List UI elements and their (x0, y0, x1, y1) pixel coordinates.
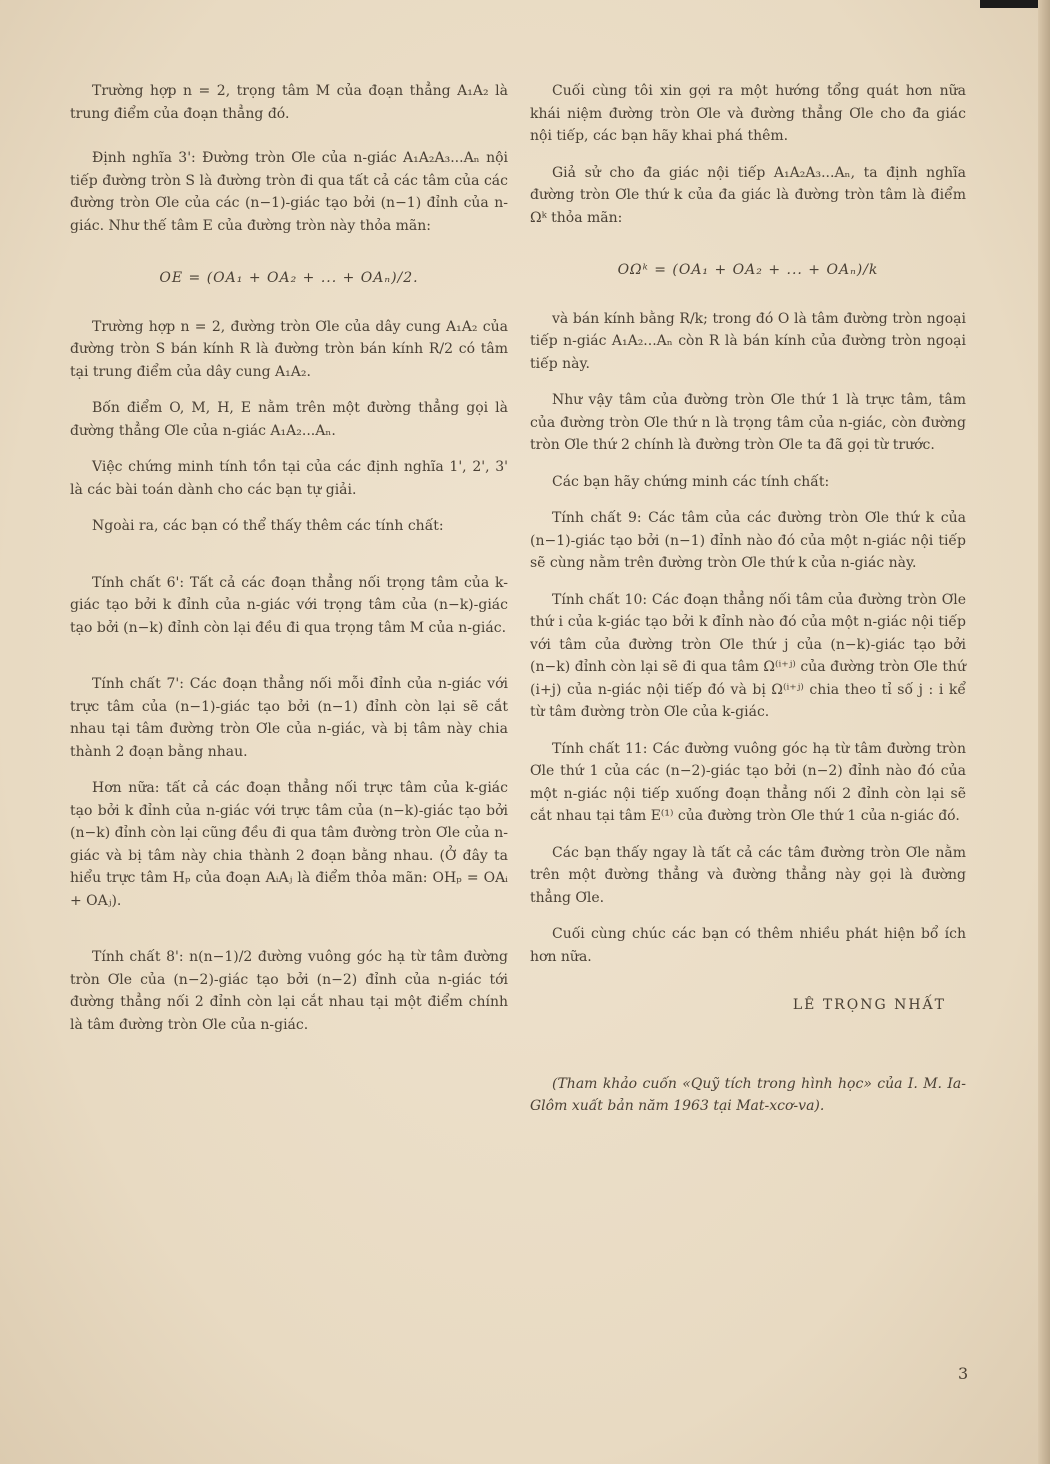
paragraph-case-n2-circle: Trường hợp n = 2, đường tròn Ơle của dây cung A₁A₂ của đường tròn S bán kính R là đường tròn bán kính R/2 có tâm tại trung điểm của dây cung A₁A₂. (70, 318, 508, 380)
paragraph-existence-exercise: Việc chứng minh tính tồn tại của các định nghĩa 1', 2', 3' là các bài toán dành cho các bạn tự giải. (70, 459, 508, 498)
reference-note: (Tham khảo cuốn «Quỹ tích trong hình học» của I. M. Ia-Glôm xuất bản năm 1963 tại Mat-xcơ-va). (530, 1075, 966, 1114)
property-11: Tính chất 11: Các đường vuông góc hạ từ tâm đường tròn Ơle thứ 1 của các (n−2)-giác tạo bởi (n−2) đỉnh nào đó của một n-giác nội tiếp xuống đoạn thẳng nối 2 đỉnh còn lại sẽ cắt nhau tại tâm E⁽¹⁾ của đường tròn Ơle thứ 1 của n-giác đó. (530, 740, 966, 824)
property-6: Tính chất 6': Tất cả các đoạn thẳng nối trọng tâm của k-giác tạo bởi k đỉnh của n-giác với trọng tâm của (n−k)-giác tạo bởi (n−k) đỉnh còn lại đều đi qua trọng tâm M của n-giác. (70, 574, 508, 636)
paragraph-special-cases: Như vậy tâm của đường tròn Ơle thứ 1 là trực tâm, tâm của đường tròn Ơle thứ n là trọng tâm của n-giác, còn đường tròn Ơle thứ 2 chính là đường tròn Ơle ta đã gọi từ trước. (530, 392, 966, 453)
paragraph-prove-properties: Các bạn hãy chứng minh các tính chất: (552, 473, 830, 490)
paragraph-closing-wish: Cuối cùng chúc các bạn có thêm nhiều phát hiện bổ ích hơn nữa. (530, 926, 966, 965)
paragraph-orthocenter-segments: Hơn nữa: tất cả các đoạn thẳng nối trực tâm của k-giác tạo bởi k đỉnh của n-giác với trực tâm của (n−k)-giác tạo bởi (n−k) đỉnh còn lại cũng đều đi qua tâm đường tròn Ơle của n-giác và bị tâm này chia thành 2 đoạn bằng nhau. (Ở đây ta hiểu trực tâm Hₚ của đoạn AᵢAⱼ là điểm thỏa mãn: OHₚ = OAᵢ + OAⱼ). (70, 780, 508, 909)
property-10: Tính chất 10: Các đoạn thẳng nối tâm của đường tròn Ơle thứ i của k-giác tạo bởi k đỉnh nào đó của một n-giác nội tiếp với tâm của đường tròn Ơle thứ j của (n−k)-giác tạo bởi (n−k) đỉnh còn lại sẽ đi qua tâm Ω⁽ⁱ⁺ʲ⁾ của đường tròn Ơle thứ (i+j) của n-giác nội tiếp đó và bị Ω⁽ⁱ⁺ʲ⁾ chia theo tỉ số j : i kể từ tâm đường tròn Ơle của k-giác. (530, 591, 966, 720)
paragraph-radius: và bán kính bằng R/k; trong đó O là tâm đường tròn ngoại tiếp n-giác A₁A₂...Aₙ còn R là bán kính của đường tròn ngoại tiếp này. (530, 310, 966, 372)
paragraph-euler-line-general: Các bạn thấy ngay là tất cả các tâm đường tròn Ơle nằm trên một đường thẳng và đường thẳng này gọi là đường thẳng Ơle. (530, 844, 966, 906)
page-edge-shadow (1038, 0, 1050, 1464)
paragraph-generalization: Cuối cùng tôi xin gợi ra một hướng tổng quát hơn nữa khái niệm đường tròn Ơle và đường thẳng Ơle cho đa giác nội tiếp, các bạn hãy khai phá thêm. (530, 83, 966, 144)
definition-3-euler-circle: Định nghĩa 3': Đường tròn Ơle của n-giác A₁A₂A₃...Aₙ nội tiếp đường tròn S là đường tròn đi qua tất cả các tâm của các đường tròn Ơle của các (n−1)-giác tạo bởi (n−1) đỉnh của n-giác. Như thế tâm E của đường tròn này thỏa mãn: (70, 150, 508, 234)
paragraph-more-properties: Ngoài ra, các bạn có thể thấy thêm các tính chất: (92, 518, 444, 534)
page-number: 3 (958, 1364, 969, 1383)
paragraph-euler-line: Bốn điểm O, M, H, E nằm trên một đường thẳng gọi là đường thẳng Ơle của n-giác A₁A₂...Aₙ. (70, 400, 508, 439)
property-7: Tính chất 7': Các đoạn thẳng nối mỗi đỉnh của n-giác với trực tâm của (n−1)-giác tạo bởi (n−1) đỉnh còn lại sẽ cắt nhau tại tâm đường tròn Ơle của n-giác, và bị tâm này chia thành 2 đoạn bằng nhau. (70, 676, 508, 760)
paragraph-case-n2-centroid: Trường hợp n = 2, trọng tâm M của đoạn thẳng A₁A₂ là trung điểm của đoạn thẳng đó. (70, 83, 508, 122)
property-9: Tính chất 9: Các tâm của các đường tròn Ơle thứ k của (n−1)-giác tạo bởi (n−1) đỉnh nào đó của một n-giác nội tiếp sẽ cùng nằm trên đường tròn Ơle thứ k của n-giác này. (530, 510, 966, 571)
property-8: Tính chất 8': n(n−1)/2 đường vuông góc hạ từ tâm đường tròn Ơle của (n−2)-giác tạo bởi (n−2) đỉnh của n-giác tới đường thẳng nối 2 đỉnh còn lại cắt nhau tại một điểm chính là tâm đường tròn Ơle của n-giác. (70, 949, 508, 1033)
formula-kth-euler-center: OΩᵏ = (OA₁ + OA₂ + ... + OAₙ)/k (617, 262, 879, 278)
formula-euler-center: OE = (OA₁ + OA₂ + ... + OAₙ)/2. (159, 270, 419, 286)
left-column (70, 80, 508, 1050)
author-signature: LÊ TRỌNG NHẤT (792, 997, 946, 1013)
right-column (530, 80, 966, 1132)
definition-kth-euler-circle: Giả sử cho đa giác nội tiếp A₁A₂A₃...Aₙ, ta định nghĩa đường tròn Ơle thứ k của đa giác là đường tròn tâm là điểm Ωᵏ thỏa mãn: (530, 164, 966, 226)
